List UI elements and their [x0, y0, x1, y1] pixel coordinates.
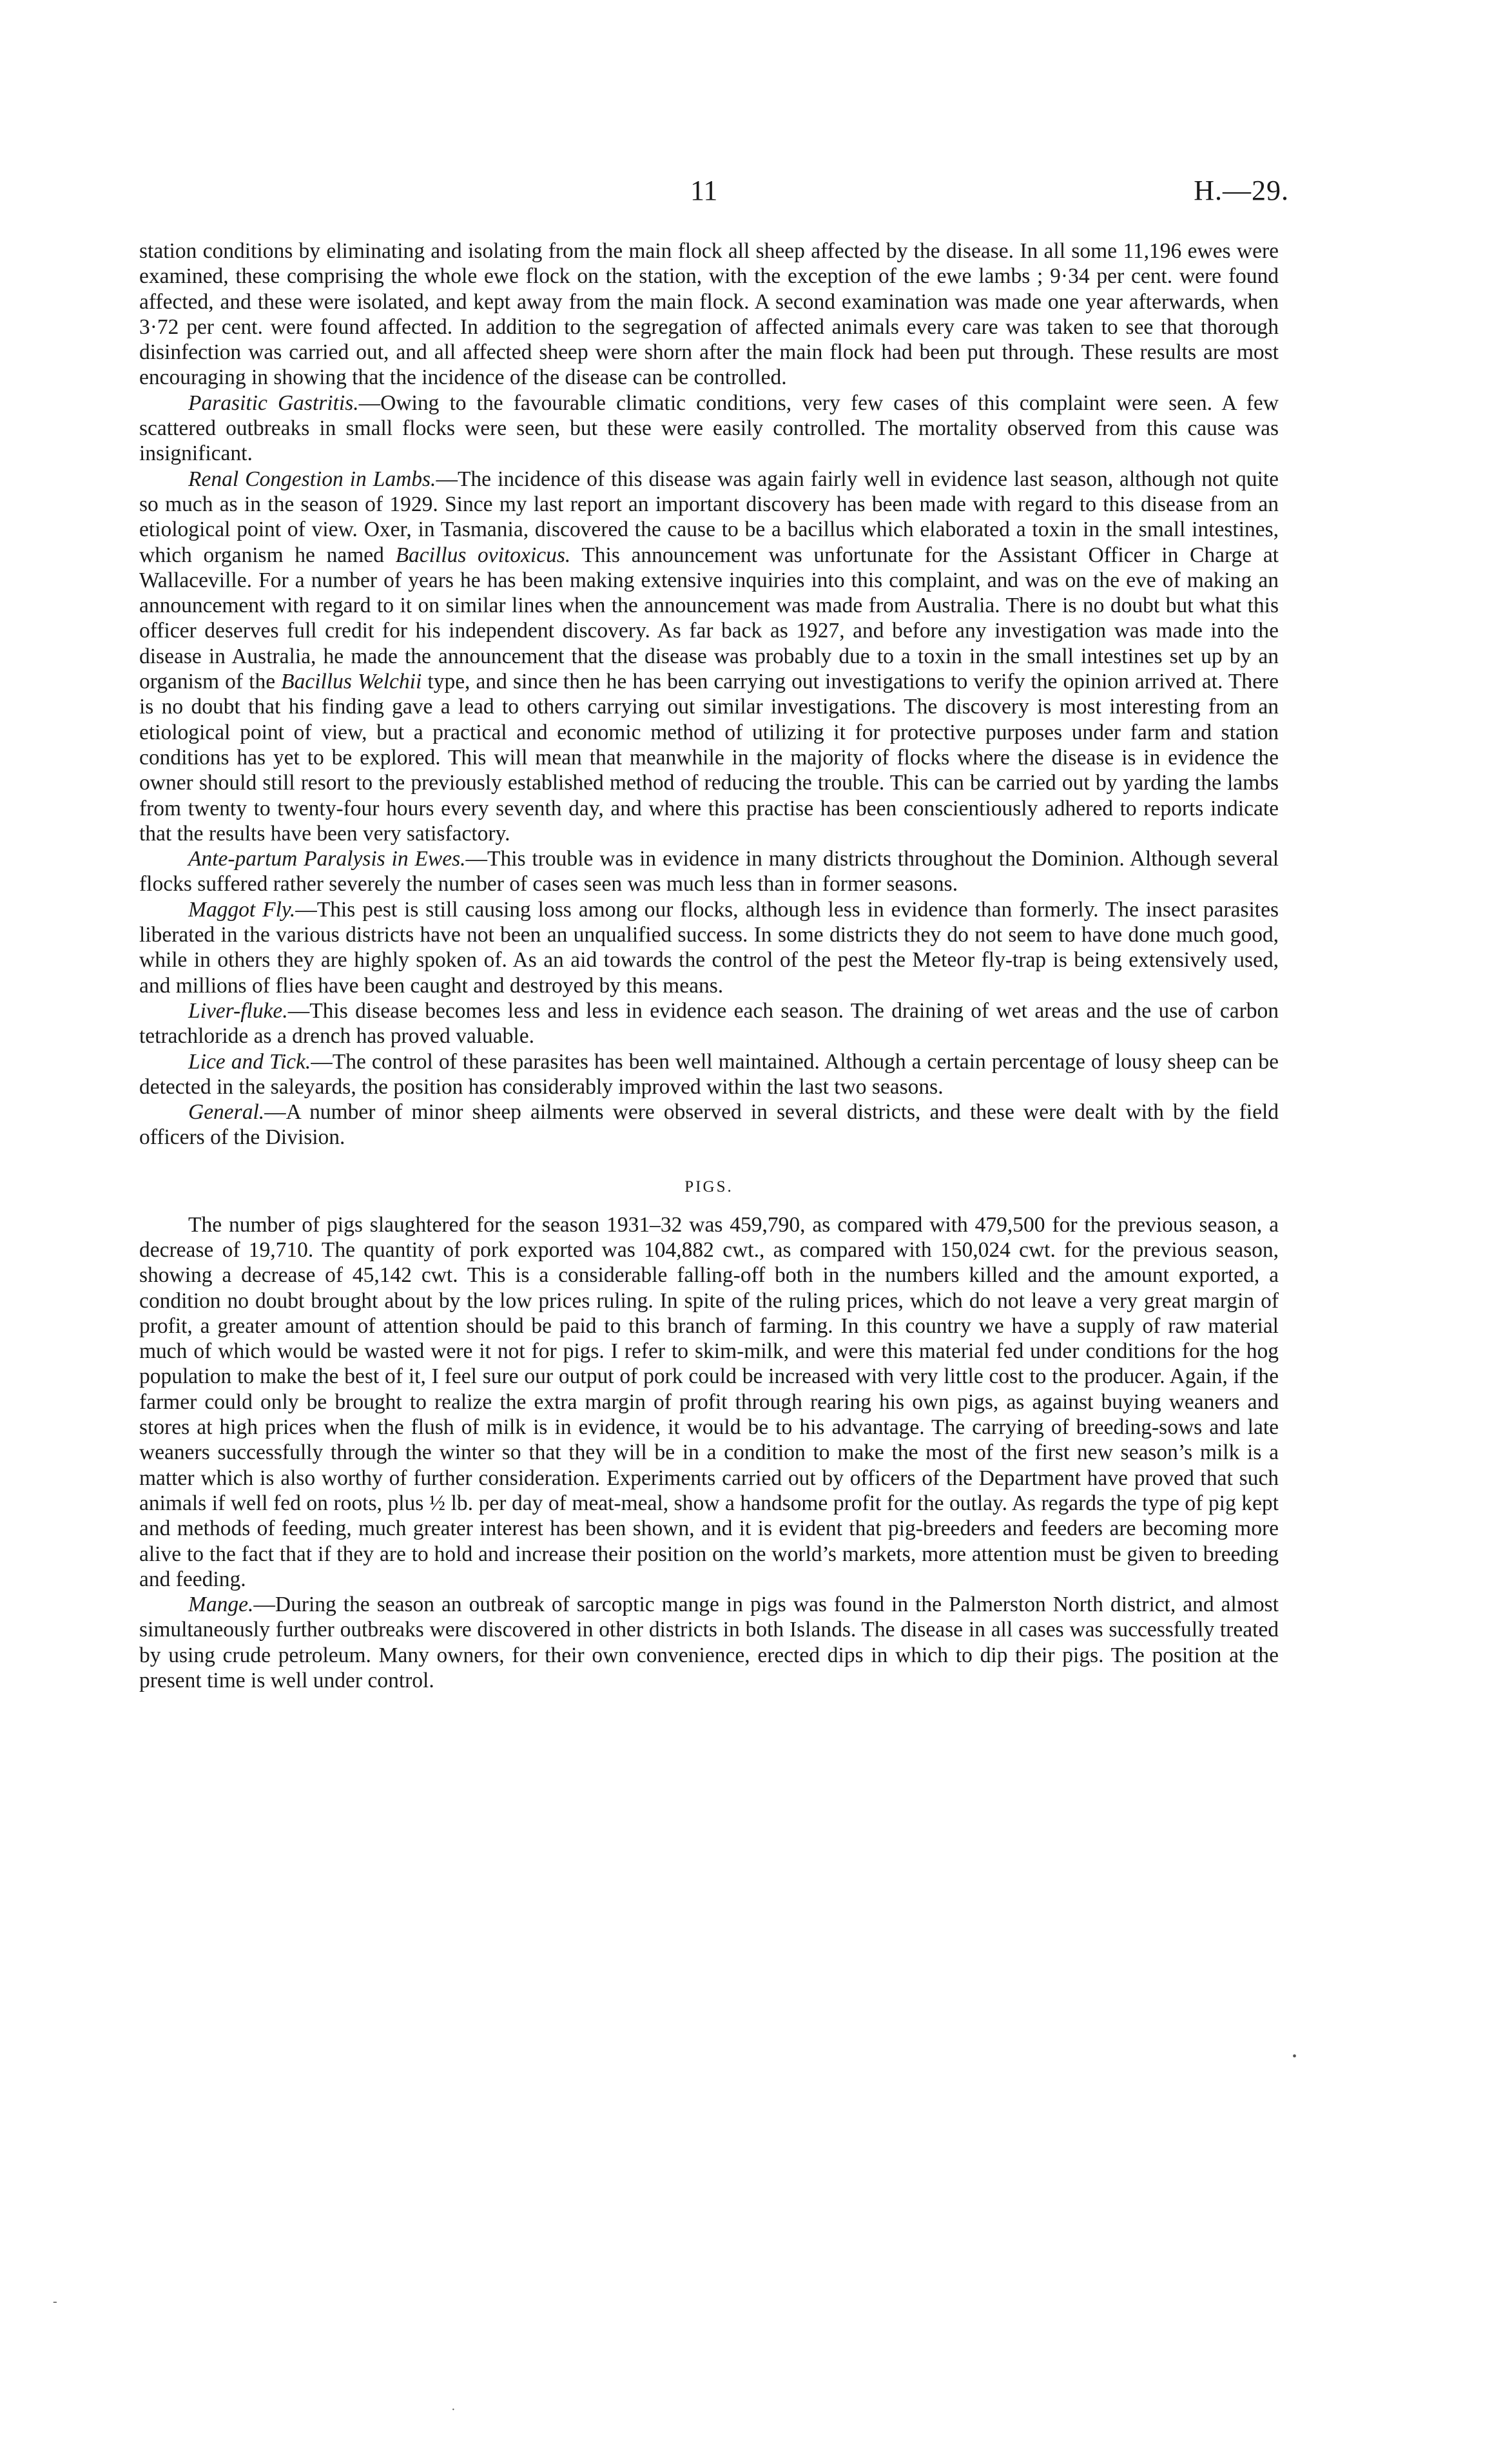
paragraph-text: station conditions by eliminating and isolating from the main flock all sheep affected by the disease. In all some 11,196 ewes were examined, these comprising the whole ewe flock on the station, with the exception of the ewe lambs ; 9·34 per cent. were found affected, and these were isolated, and kept away from the main flock. A second examination was made one year afterwards, when 3·72 per cent. were found affected. In addition to the segregation of affected animals every care was taken to see that thorough disinfection was carried out, and all affected sheep were shorn after the main flock had been put through. These results are most encouraging in showing that the incidence of the disease can be controlled. [139, 239, 1279, 390]
section-heading-pigs: PIGS. [684, 1177, 733, 1196]
paragraph-text: type, and since then he has been carrying out investigations to verify the opinion arrived at. There is no doubt that his finding gave a lead to others carrying out similar investigations. The discovery is most interesting from an etiological point of view, but a practical and economic method of utilizing it for protective purposes under farm and station conditions has yet to be explored. This will mean that meanwhile in the majority of flocks where the disease is in evidence the owner should still resort to the previously established method of reducing the trouble. This can be carried out by yarding the lambs from twenty to twenty-four hours every seventh day, and where this practise has been conscientiously adhered to reports indicate that the results have been very satisfactory. [139, 670, 1279, 846]
footer-dot-mark: · [451, 2403, 456, 2417]
margin-dash-mark: - [53, 2294, 57, 2309]
paragraph-text: —This trouble was in evidence in many districts throughout the Dominion. Although several flocks suffered rather severely the number of cases seen was much less than in former seasons. [139, 847, 1279, 896]
paragraph-text: —This pest is still causing loss among our flocks, although less in evidence than formerly. The insect parasites liberated in the various districts have not been an unqualified success. In some districts they do not seem to have done much good, while in others they are highly spoken of. As an aid towards the control of the pest the Meteor fly-trap is being extensively used, and millions of flies have been caught and destroyed by this means. [139, 897, 1279, 998]
section-title: Liver-fluke. [188, 998, 288, 1023]
fraction: ½ [429, 1491, 446, 1515]
paragraph-liver-fluke [139, 998, 1279, 1049]
paragraph-text: —This disease becomes less and less in evidence each season. The draining of wet areas and the use of carbon tetrachloride as a drench has proved valuable. [139, 998, 1279, 1049]
paragraph-mange [139, 1592, 1279, 1693]
paragraph-parasitic-gastritis [139, 391, 1279, 467]
paragraph-general [139, 1100, 1279, 1150]
paragraph-text: The number of pigs slaughtered for the season 1931–32 was 459,790, as compared with 479,500 for the previous season, a decrease of 19,710. The quantity of pork exported was 104,882 cwt., as compared with 150,024 cwt. for the previous season, showing a decrease of 45,142 cwt. This is a considerable falling-off both in the numbers killed and the amount exported, a condition no doubt brought about by the low prices ruling. In spite of the ruling prices, which do not leave a very great margin of profit, a greater amount of attention should be paid to this branch of farming. In this country we have a supply of raw material much of which would be wasted were it not for pigs. I refer to skim-milk, and were this material fed under conditions for the hog population to make the best of it, I feel sure our output of pork could be increased with very little cost to the producer. Again, if the farmer could only be brought to realize the extra margin of profit through rearing his own pigs, as against buying weaners and stores at high prices when the flush of milk is in evidence, it would be to his advantage. The carrying of breeding-sows and late weaners successfully through the winter so that they will be in a condition to make the most of the first new season’s milk is a matter which is also worthy of further consideration. Experiments carried out by officers of the Department have proved that such animals if well fed on roots, plus [139, 1212, 1279, 1515]
paragraph-renal-congestion [139, 467, 1279, 846]
paragraph-text: —Owing to the favourable climatic conditions, very few cases of this complaint were seen. A few scattered outbreaks in small flocks were seen, but these were easily controlled. The mortality observed from this cause was insignificant. [139, 391, 1279, 466]
section-title: Renal Congestion in Lambs. [188, 467, 436, 491]
paragraph-text: —The incidence of this disease was again fairly well in evidence last season, although not quite so much as in the season of 1929. Since my last report an important discovery has been made with regard to this disease from an etiological point of view. Oxer, in Tasmania, discovered the cause to be a bacillus which elaborated a toxin in the small intestines, which organism he named [139, 467, 1279, 567]
section-title: Parasitic Gastritis. [188, 391, 359, 415]
paragraph-ante-partum-paralysis [139, 846, 1279, 897]
paragraph-text: —A number of minor sheep ailments were observed in several districts, and these were dealt with by the field officers of the Division. [139, 1100, 1279, 1150]
paragraph-text: lb. per day of meat-meal, show a handsome profit for the outlay. As regards the type of pig kept and methods of feeding, much greater interest has been shown, and it is evident that pig-breeders and feeders are becoming more alive to the fact that if they are to hold and increase their position on the world’s markets, more attention must be given to breeding and feeding. [139, 1491, 1279, 1591]
organism-name: Bacillus ovitoxicus. [395, 543, 571, 567]
section-title: Maggot Fly. [188, 897, 296, 922]
section-title: Ante-partum Paralysis in Ewes. [188, 847, 466, 871]
section-title: Mange. [188, 1593, 254, 1617]
paragraph-lice-and-tick [139, 1049, 1279, 1100]
section-title: Lice and Tick. [188, 1049, 311, 1074]
paragraph-text: —During the season an outbreak of sarcoptic mange in pigs was found in the Palmerston North district, and almost simultaneously further outbreaks were discovered in other districts in both Islands. The disease in all cases was successfully treated by using crude petroleum. Many owners, for their own convenience, erected dips in which to dip their pigs. The position at the present time is well under control. [139, 1593, 1279, 1693]
paragraph-text: This announcement was unfortunate for the Assistant Officer in Charge at Wallaceville. For a number of years he has been making extensive inquiries into this complaint, and was on the eve of making an announcement with regard to it on similar lines when the announcement was made from Australia. There is no doubt but what this officer deserves full credit for his independent discovery. As far back as 1927, and before any investigation was made into the disease in Australia, he made the announcement that the disease was probably due to a toxin in the small intestines set up by an organism of the [139, 543, 1279, 694]
paragraph-station-conditions [139, 238, 1279, 391]
section-title: General. [188, 1100, 265, 1125]
body-text [139, 238, 1279, 1693]
paragraph-maggot-fly [139, 897, 1279, 998]
page-number: 11 [690, 175, 718, 206]
paragraph-text: —The control of these parasites has been well maintained. Although a certain percentage of lousy sheep can be detected in the saleyards, the position has considerably improved within the last two seasons. [139, 1049, 1279, 1099]
document-reference: H.—29. [1194, 175, 1289, 206]
margin-dot-mark: • [1292, 2050, 1297, 2064]
paragraph-pigs-slaughtered [139, 1212, 1279, 1592]
organism-name: Bacillus Welchii [281, 670, 422, 694]
